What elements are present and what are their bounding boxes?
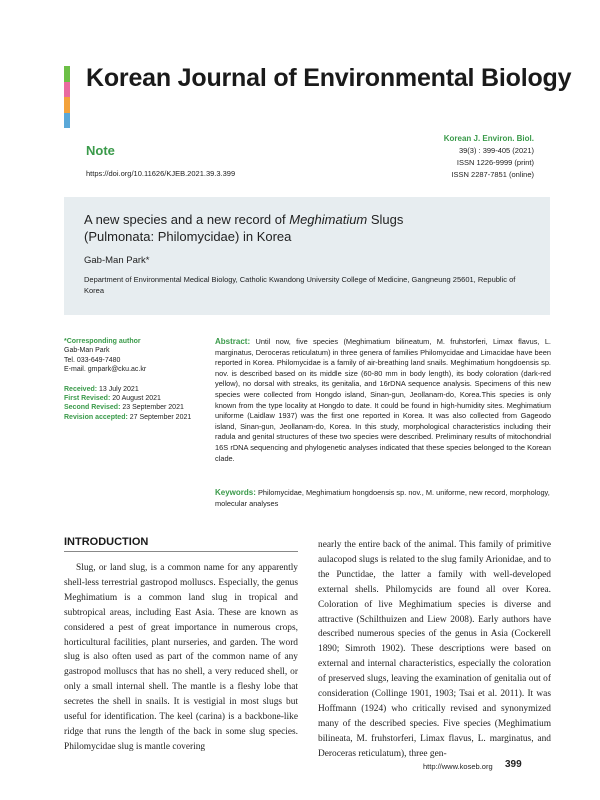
affiliation: Department of Environmental Medical Biology, Catholic Kwandong University College of Medicine, Gangneung 25601, Republic of Korea [84,275,516,295]
corresponding-tel: Tel. 033-649-7480 [64,356,121,364]
accepted-date: Revision accepted: 27 September 2021 [64,413,192,421]
volume-pages: 39(3) : 399-405 (2021) [458,146,534,155]
keywords [215,488,551,509]
color-bar-segment [64,82,70,98]
journal-title: Korean Journal of Environmental Biology [86,64,572,92]
article-title [84,211,530,245]
color-bar-segment [64,66,70,82]
citation-block [444,133,534,181]
title-box [64,197,550,315]
corresponding-author-block [64,337,204,375]
journal-abbrev: Korean J. Environ. Biol. [443,134,534,143]
article-info-sidebar [64,337,204,432]
corresponding-label: *Corresponding author [64,338,141,345]
section-heading: INTRODUCTION [64,536,149,548]
doi-link[interactable]: https://doi.org/10.11626/KJEB.2021.39.3.399 [86,169,236,178]
body-column-left: Slug, or land slug, is a common name for any apparently shell-less terrestrial gastropod molluscs. Especially, the genus Meghimatium is a common land slug in tropical and subtropical areas, including East Asia. These are known as considered a pest of great importance in numerous crops, horticultural facilities, plant nurseries, and garden. The word slug is also often used as part of the common name of any gastropod molluscs that has no shell, a very reduced shell, or only a small internal shell. The mantle is a fleshy lobe that secretes the shell in snails. It is vestigial in most slugs but useful for identification. The keel (carina) is a backbone-like ridge that runs the length of the back in some slug species. Philomycidae slug is mantle covering [64,563,298,752]
issn-online: ISSN 2287-7851 (online) [451,170,534,179]
body-column-right: nearly the entire back of the animal. This family of primitive aulacopod slugs is related to the slug family Arionidae, and to the Punctidae, the latter a family with well-developed external shells. Philomycids are found all over Korea. Coloration of live Meghimatium species is diverse and attractive (Schilthuizen and Liew 2008). Early authors have described numerous species of the genus in Asia (Cockerell 1890; Simroth 1902). These descriptions were based on external and internal characteristics, especially the coloration of preserved slugs, leaving the examination of genitalia out of consideration (Collinge 1901, 1903; Tsai et al. 2011). It was Hoffmann (1924) who critically revised and synonymized many of the described species. Five species (Meghimatium bilineata, M. fruhstorferi, Limax flavus, L. marginatus, and Deroceras reticulatum), three gen- [318,540,551,759]
title-line2: (Pulmonata: Philomycidae) in Korea [84,229,292,244]
abstract [215,337,551,464]
abstract-label: Abstract: [215,337,251,346]
keywords-label: Keywords: [215,488,256,497]
title-part: Slugs [367,212,404,227]
second-revised-date: Second Revised: 23 September 2021 [64,404,184,412]
color-bar-segment [64,97,70,113]
journal-color-bar [64,66,70,128]
corresponding-email[interactable]: E-mail. gmpark@cku.ac.kr [64,366,147,374]
color-bar-segment [64,113,70,129]
received-date: Received: 13 July 2021 [64,385,139,393]
dates-block [64,385,204,423]
section-divider [64,551,298,552]
keywords-text: Philomycidae, Meghimatium hongdoensis sp. nov., M. uniforme, new record, morphology, molecular analyses [215,488,550,508]
abstract-text: Until now, five species (Meghimatium bilineatum, M. fruhstorferi, Limax flavus, L. marginatus, Deroceras reticulatum) in three genera of families Philomycidae and Limacidae have been reported in Korea. Philomycidae is a family of air-breathing land snails. Meghimatium hongdoensis sp. nov. is described based on its middle size (60-80 mm in body length), its body coloration (dark-red yellow), no dorsal with streaks, its genitalia, and 16rDNA sequence analysis. Specimens of this new species were collected from Hongdo island, Sinan-gun, Jeollanam-do, Korea.This species is only known from the type locality at Hongdo to date. It could be found in high-humidity sites. Meghimatium uniforme (Laidlaw 1937) was the first one reported in Korea. It was also collected from Gageodo island, Sinan-gun, Jeollanam-do, Korea. In this study, morphological characteristics including their radula and genital structures of these two species were described. Preliminary results of mitochondrial 16S rDNA sequencing and phylogenetic analyses indicated that these species belonged to the Korean clade. [215,337,551,463]
footer-url[interactable]: http://www.koseb.org [423,762,493,771]
author-name: Gab-Man Park* [84,255,150,266]
title-genus: Meghimatium [289,212,368,227]
article-type: Note [86,143,115,158]
first-revised-date: First Revised: 20 August 2021 [64,395,161,403]
issn-print: ISSN 1226-9999 (print) [456,158,534,167]
corresponding-name: Gab-Man Park [64,347,110,355]
title-part: A new species and a new record of [84,212,290,227]
page-number: 399 [505,759,522,770]
